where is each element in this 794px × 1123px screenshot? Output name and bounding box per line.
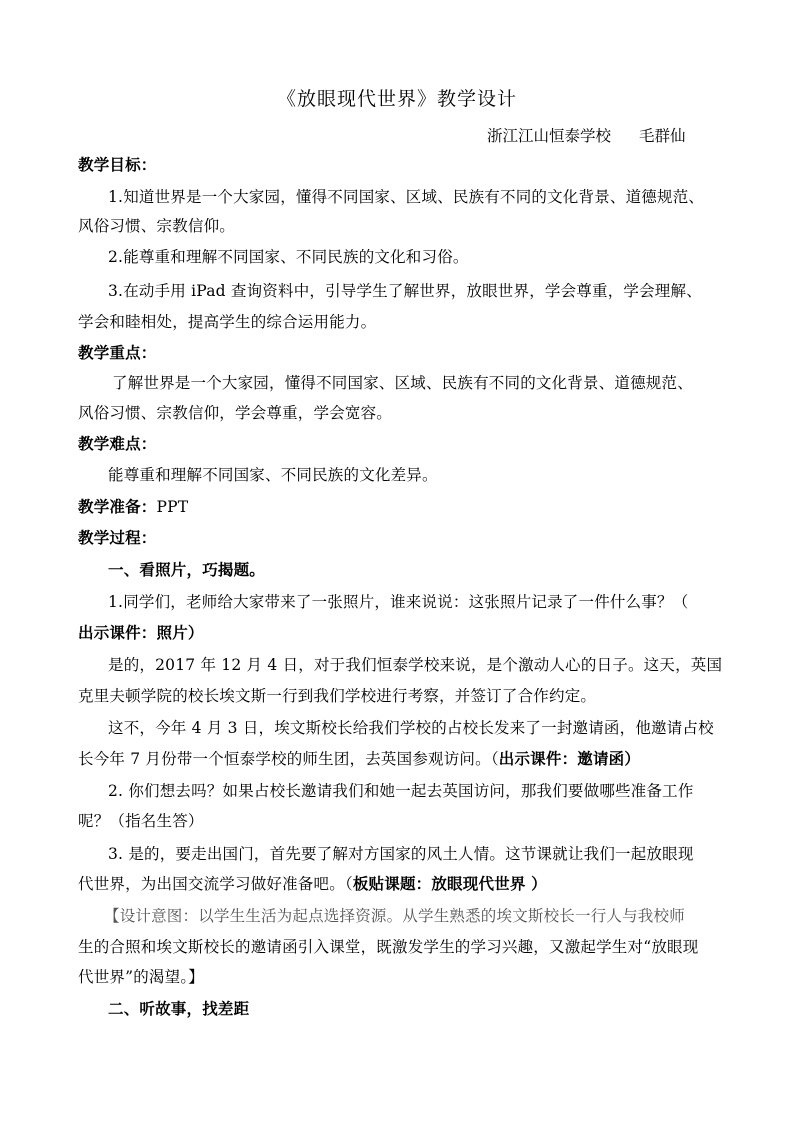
author-school: 浙江江山恒泰学校 [487, 127, 612, 145]
goal-item-1-line-1: 1.知道世界是一个大家园，懂得不同国家、区域、民族有不同的文化背景、道德规范、 [108, 188, 705, 206]
goal-item-3-line-2: 学会和睦相处，提高学生的综合运用能力。 [78, 313, 377, 331]
goal-item-3-line-1: 3.在动手用 iPad 查询资料中，引导学生了解世界，放眼世界，学会尊重，学会理解、 [108, 282, 702, 300]
para-5-line-1: 3. 是的，要走出国门，首先要了解对方国家的风土人情。这节课就让我们一起放眼现 [108, 845, 694, 863]
goals-heading: 教学目标： [78, 155, 157, 174]
goal-item-1-line-2: 风俗习惯、宗教信仰。 [78, 217, 236, 235]
para-3-line-2 [78, 749, 718, 769]
author-line [487, 126, 686, 146]
para-1-line-1: 1.同学们，老师给大家带来了一张照片，谁来说说：这张照片记录了一件什么事？（ [108, 593, 689, 611]
design-intent-line-1: 【设计意图：以学生生活为起点选择资源。从学生熟悉的埃文斯校长一行人与我校师 [104, 907, 685, 925]
preparation-line [78, 497, 718, 517]
difficulty-line-1: 能尊重和理解不同国家、不同民族的文化差异。 [108, 466, 438, 484]
key-points-line-1: 了解世界是一个大家园，懂得不同国家、区域、民族有不同的文化背景、道德规范、 [112, 374, 693, 392]
design-intent-line-2: 生的合照和埃文斯校长的邀请函引入课堂，既激发学生的学习兴趣，又激起学生对“放眼现 [78, 938, 699, 956]
para-5-line-2 [78, 874, 718, 894]
author-name: 毛群仙 [639, 127, 686, 145]
para-1-line-2: 出示课件：照片） [78, 623, 204, 642]
para-5-line-2-text: 代世界，为出国交流学习做好准备吧。（ [78, 875, 353, 893]
para-3-line-2-text: 长今年 7 月份带一个恒泰学校的师生团，去英国参观访问。（ [78, 750, 499, 768]
process-heading: 教学过程： [78, 528, 157, 547]
para-3-line-1: 这不，今年 4 月 3 日，埃文斯校长给我们学校的占校长发来了一封邀请函，他邀请占校 [108, 719, 714, 737]
design-intent-line-3: 代世界”的渴望。】 [78, 968, 204, 986]
difficulty-heading: 教学难点： [78, 434, 157, 453]
para-4-line-2: 呢？（指名生答） [78, 812, 204, 830]
para-2-line-1: 是的，2017 年 12 月 4 日，对于我们恒泰学校来说，是个激动人心的日子。这天，英国 [108, 656, 723, 674]
courseware-invitation-note: 出示课件：邀请函） [498, 749, 641, 768]
preparation-label: 教学准备： [78, 497, 157, 516]
section-1-title: 一、看照片，巧揭题。 [108, 560, 266, 579]
key-points-heading: 教学重点： [78, 343, 157, 362]
preparation-value: PPT [156, 498, 189, 516]
key-points-line-2: 风俗习惯、宗教信仰，学会尊重，学会宽容。 [78, 404, 393, 422]
para-4-line-1: 2. 你们想去吗？如果占校长邀请我们和她一起去英国访问，那我们要做哪些准备工作 [108, 782, 694, 800]
board-title-note: 板贴课题：放眼现代世界 ） [352, 874, 547, 893]
section-2-title: 二、听故事，找差距 [108, 999, 250, 1018]
para-2-line-2: 克里夫顿学院的校长埃文斯一行到我们学校进行考察，并签订了合作约定。 [78, 687, 597, 705]
goal-item-2: 2.能尊重和理解不同国家、不同民族的文化和习俗。 [108, 248, 469, 266]
page-title: 《放眼现代世界》教学设计 [276, 88, 517, 110]
